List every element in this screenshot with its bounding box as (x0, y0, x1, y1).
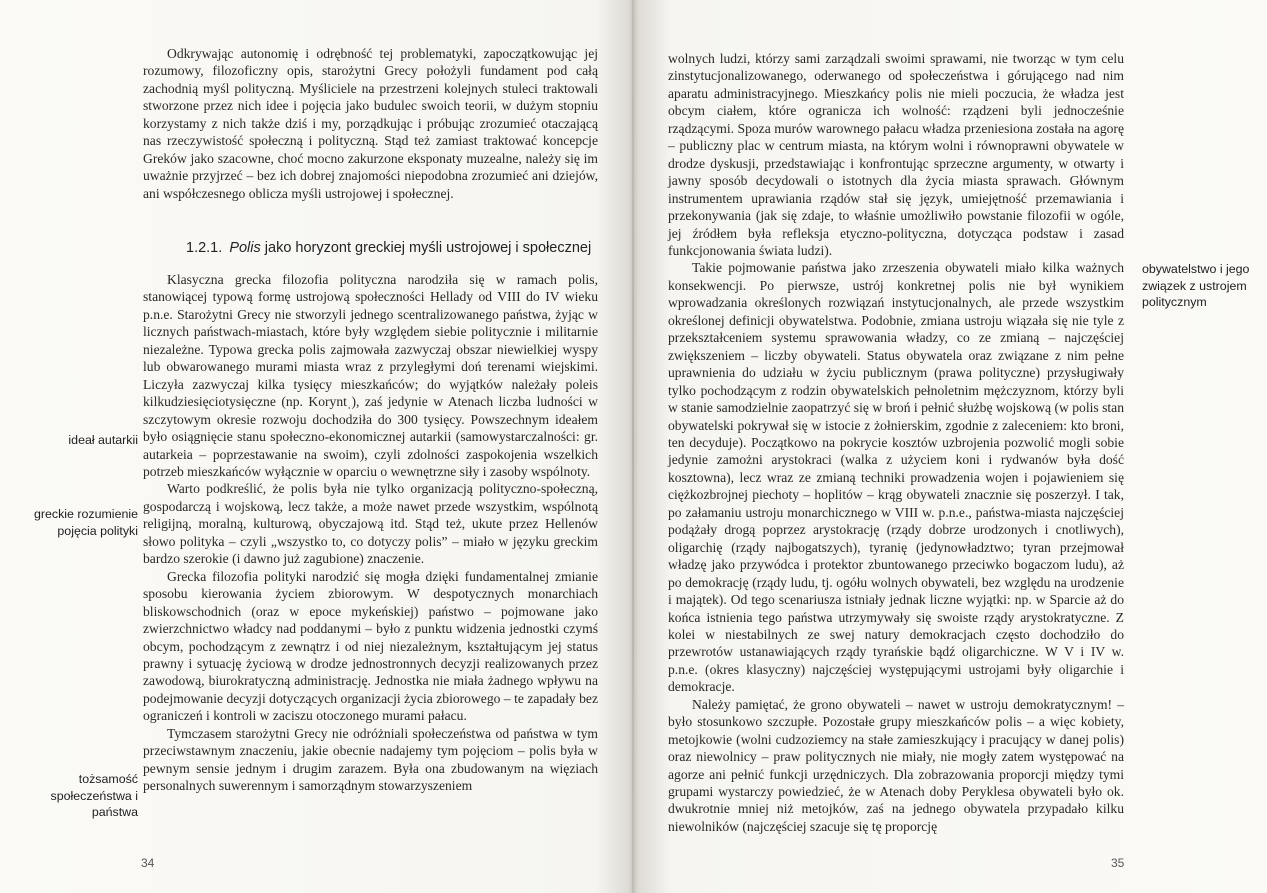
paragraph: wolnych ludzi, którzy sami zarządzali swoimi sprawami, nie tworząc w tym celu zinstytucjonalizowanego, oderwanego od społeczeństwa i górującego nad nim aparatu administracyjnego. Mieszkańcy polis nie mieli poczucia, że władza jest obcym ciałem, które ogranicza ich wolność: rządzeni byli jednocześnie rządzącymi. Spoza murów warownego pałacu władza przeniesiona została na agorę – publiczny plac w centrum miasta, na którym wolni i równoprawni obywatele w drodze dyskusji, przedstawiając i konfrontując sprzeczne argumenty, w otwarty i jawny sposób decydowali o istotnych dla życia miasta sprawach. Głównym instrumentem uprawiania rządów stał się język, umiejętność przemawiania i przekonywania (jak się zdaje, to właśnie umożliwiło powstanie filozofii w ogóle, jej źródłem była refleksja etyczno-polityczna, dotycząca podstaw i zasad funkcjonowania świata ludzi). (668, 51, 1124, 258)
left-page (0, 0, 633, 893)
paragraph: Grecka filozofia polityki narodzić się mogła dzięki fundamentalnej zmianie sposobu kierowania życiem zbiorowym. W despotycznych monarchiach bliskowschodnich (oraz w epoce mykeńskiej) państwo – pojmowane jako zwierzchnictwo władcy nad poddanymi – było z punktu widzenia jednostki czymś obcym, pochodzącym z zewnątrz i od niej niezależnym, kształtującym jej status prawny i sytuację życiową w drodze jednostronnych decyzji realizowanych przez zawodową, biurokratyczną administrację. Jednostka nie miała żadnego wpływu na podejmowanie decyzji dotyczących organizacji życia zbiorowego – te zapadały bez ograniczeń i kontroli w zaciszu otoczonego murami pałacu. (143, 568, 598, 724)
paragraph: Tymczasem starożytni Grecy nie odróżniali społeczeństwa od państwa w tym przeciwstawnym znaczeniu, jakie obecnie nadajemy tym pojęciom – polis była w pewnym sensie jednym i drugim zarazem. Była ona zbudowanym na więziach personalnych suwerennym i samorządnym stowarzyszeniem (143, 725, 598, 794)
section-heading (186, 240, 606, 256)
right-body-text (668, 50, 1124, 835)
section-number: 1.2.1. (186, 240, 223, 256)
section-heading-italic: Polis (229, 240, 261, 256)
paragraph: Należy pamiętać, że grono obywateli – nawet w ustroju demokratycznym! – było stosunkowo szczupłe. Pozostałe grupy mieszkańców polis – a więc kobiety, metojkowie (wolni cudzoziemcy na stałe zamieszkujący i pracujący w danej polis) oraz niewolnicy – praw politycznych nie miały, nie mogły zatem występować na agorze ani pełnić funkcji urzędniczych. Dla zobrazowania proporcji między tymi grupami wystarczy powiedzieć, że w Atenach doby Peryklesa obywateli było ok. dwukrotnie mniej niż metojków, zaś na jednego obywatela przypadało kilku niewolników (najczęściej szacuje się tę proporcję (668, 696, 1124, 834)
intro-text (143, 45, 598, 202)
page-number-left: 34 (141, 856, 155, 870)
margin-note-identity: tożsamość społeczeństwa i państwa (50, 772, 138, 819)
page-number-right: 35 (1111, 856, 1125, 870)
margin-note-autarky: ideał autarkii (68, 433, 138, 447)
paragraph: Klasyczna grecka filozofia polityczna narodziła się w ramach polis, stanowiącej typową formę ustrojową społeczności Hellady od VIII do IV wieku p.n.e. Starożytni Grecy nie stworzyli jednego scentralizowanego państwa, żyjąc w licznych państwach-miastach, które były względem siebie politycznie i militarnie niezależne. Typowa grecka polis zajmowała zazwyczaj obszar niewielkiej wyspy lub obwarowanego murami miasta wraz z przyległymi doń terenami wiejskimi. Liczyła zazwyczaj kilka tysięcy mieszkańców; do wyjątków należały poleis kilkudziesięciotysięczne (np. Koryntˌ), zaś jedynie w Atenach liczba ludności w szczytowym okresie rozwoju dochodziła do 300 tysięcy. Powszechnym ideałem było osiągnięcie stanu społeczno-ekonomicznej autarkii (samowystarczalności: gr. autarkeia – poprzestawanie na swoim), czyli zdolności zaspokojenia wszelkich potrzeb mieszkańców wyłącznie w oparciu o wewnętrzne siły i zasoby wspólnoty. (143, 272, 598, 479)
paragraph: Takie pojmowanie państwa jako zrzeszenia obywateli miało kilka ważnych konsekwencji. Po pierwsze, ustrój konkretnej polis nie był wynikiem wprowadzania określonych rozwiązań instytucjonalnych, ale przede wszystkim określonej definicji obywatelstwa. Podobnie, zmiana ustroju wiązała się nie tyle z przekształceniem systemu sprawowania władzy, co ze zmianą – najczęściej zwiększeniem – liczby obywateli. Status obywatela oraz związane z nim pełne uprawnienia do udziału w życiu publicznym (prawa polityczne) przysługiwały tylko pochodzącym z rodzin obywatelskich pełnoletnim mężczyznom, którzy byli w stanie samodzielnie zaopatrzyć się w broń i pełnić służbę wojskową (w polis stan obywatelski pokrywał się w istocie z żołnierskim, zgodnie z zaleceniem: kto broni, ten decyduje). Początkowo na pokrycie kosztów uzbrojenia pozwolić mogli sobie jedynie zamożni arystokraci (walka z użyciem koni i rydwanów była dość kosztowna), lecz wraz ze zmianą techniki prowadzenia wojen i pojawieniem się ciężkozbrojnej piechoty – hoplitów – krąg obywateli znacznie się poszerzył. I tak, po załamaniu ustroju monarchicznego w VIII w. p.n.e., państwa-miasta najczęściej podążały drogą poprzez arystokrację (rządy dobrze urodzonych i cnotliwych), oligarchię (rządy najbogatszych), tyranię (jedynowładztwo; tyran przejmował władzę jako przywódca i protektor zbuntowanego przeciwko bogaczom ludu), aż po demokrację (rządy ludu, tj. ogółu wolnych obywateli, bez względu na urodzenie i majątek). Od tego scenariusza istniały jednak liczne wyjątki: np. w Sparcie aż do końca istnienia tego państwa utrzymywały się swoiste rządy arystokratyczne. Z kolei w niestabilnych ze swej natury demokracjach często dochodziło do przewrotów ustanawiających rządy tyrańskie bądź oligarchiczne. W V i IV w. p.n.e. (okres klasyczny) najczęściej występującymi ustrojami były oligarchie i demokracje. (668, 260, 1124, 695)
margin-note-politics: greckie rozumienie pojęcia polityki (34, 507, 138, 538)
right-page (634, 0, 1267, 893)
intro-paragraph: Odkrywając autonomię i odrębność tej problematyki, zapoczątkowując jej rozumowy, filozoficzny opis, starożytni Grecy położyli fundament pod całą zachodnią myśl polityczną. Myśliciele na przestrzeni kolejnych stuleci traktowali stworzone przez nich idee i pojęcia jako budulec swoich teorii, w dużym stopniu korzystamy z nich także dziś i my, porządkując i próbując zrozumieć otaczającą nas rzeczywistość społeczną i polityczną. Stąd też zamiast traktować koncepcje Greków jako szacowne, choć mocno zakurzone eksponaty muzealne, należy się im uważnie przyjrzeć – bez ich dobrej znajomości niepodobna zrozumieć ani dziejów, ani współczesnego oblicza myśli ustrojowej i społecznej. (143, 46, 598, 201)
margin-note-citizenship: obywatelstwo i jego związek z ustrojem politycznym (1142, 262, 1250, 309)
paragraph: Warto podkreślić, że polis była nie tylko organizacją polityczno-społeczną, gospodarczą i wojskową, lecz także, a może nawet przede wszystkim, wspólnotą religijną, moralną, kulturową, obyczajową itd. Stąd też, ukute przez Hellenów słowo polityka – czyli „wszystko to, co dotyczy polis” – miało w języku greckim bardzo szerokie (i dawno już zagubione) znaczenie. (143, 481, 598, 567)
left-body-text (143, 271, 598, 795)
section-heading-rest: jako horyzont greckiej myśli ustrojowej i społecznej (260, 240, 592, 256)
